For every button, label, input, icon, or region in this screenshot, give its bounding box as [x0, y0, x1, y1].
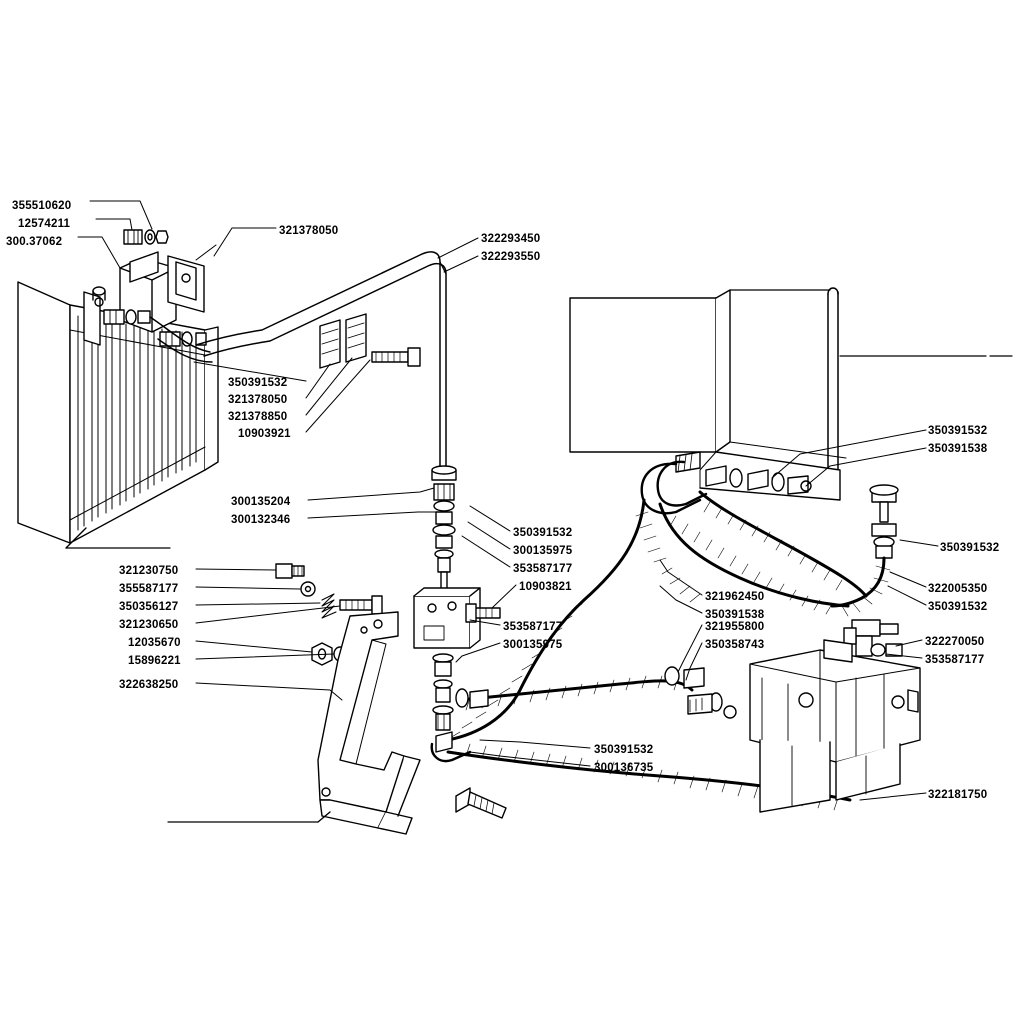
part-label: 322293550	[481, 251, 541, 263]
part-label: 300136735	[594, 762, 654, 774]
part-label: 350391532	[928, 601, 988, 613]
part-label: 350391538	[928, 443, 988, 455]
part-label: 10903821	[519, 581, 572, 593]
part-label: 353587177	[503, 621, 563, 633]
part-label: 300.37062	[6, 236, 63, 248]
part-label: 322270050	[925, 636, 985, 648]
part-label: 12574211	[18, 218, 71, 230]
part-label: 350391538	[705, 609, 765, 621]
part-label: 350391532	[594, 744, 654, 756]
part-label: 322005350	[928, 583, 988, 595]
part-label: 350356127	[119, 601, 179, 613]
part-label: 321378050	[228, 394, 288, 406]
part-label: 321378050	[279, 225, 339, 237]
part-label: 350391532	[928, 425, 988, 437]
part-label: 321230750	[119, 565, 179, 577]
part-label: 350391532	[940, 542, 1000, 554]
part-label: 300135975	[513, 545, 573, 557]
part-label: 15896221	[128, 655, 181, 667]
part-label: 300135204	[231, 496, 291, 508]
right-fitting-stack	[832, 485, 902, 656]
part-label: 355587177	[119, 583, 179, 595]
part-label: 321955800	[705, 621, 765, 633]
compressor-assembly	[750, 640, 920, 812]
part-label: 322181750	[928, 789, 988, 801]
part-label: 321378850	[228, 411, 288, 423]
part-label: 350391532	[513, 527, 573, 539]
part-label: 355510620	[12, 200, 72, 212]
part-label: 321230650	[119, 619, 179, 631]
part-label: 10903921	[238, 428, 291, 440]
part-label: 322638250	[119, 679, 179, 691]
part-label: 350391532	[228, 377, 288, 389]
part-label: 353587177	[513, 563, 573, 575]
part-label: 321962450	[705, 591, 765, 603]
part-label: 300132346	[231, 514, 291, 526]
part-label: 300135975	[503, 639, 563, 651]
part-label: 12035670	[128, 637, 181, 649]
part-label: 350358743	[705, 639, 765, 651]
part-label: 322293450	[481, 233, 541, 245]
cab-panel	[570, 288, 1012, 500]
part-label: 353587177	[925, 654, 985, 666]
